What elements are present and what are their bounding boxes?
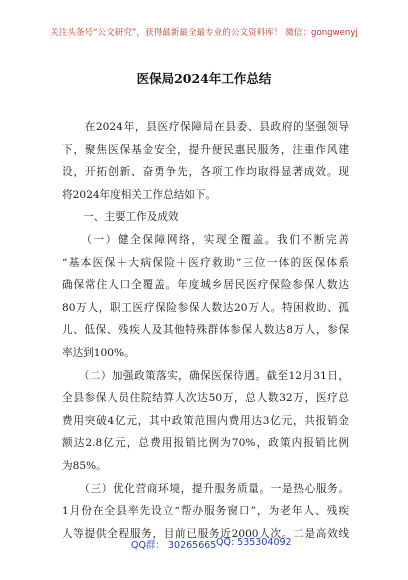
footer-qq-number: QQ: 535304092 [216, 537, 292, 548]
body-line: （一）健全保障网络，实现全覆盖。我们不断完善 [62, 233, 349, 246]
body-line: 为85%。 [62, 459, 107, 472]
body-line: 在2024年，县医疗保障局在县委、县政府的坚强领导 [62, 121, 349, 133]
body-line: 儿、低保、残疾人及其他特殊群体参保人数达8万人，参保 [62, 324, 349, 337]
body-line: 率达到100%。 [62, 346, 135, 359]
footer-qq-group: QQ群： 30265665 [131, 540, 217, 551]
body-line: 80万人，职工医疗保险参保人数达20万人。特困救助、孤 [62, 301, 349, 314]
document-title: 医保局2024年工作总结 [136, 71, 272, 86]
body-line: 人等提供全程服务，目前已服务近2000人次。二是高效线 [62, 527, 349, 540]
body-line: 费用突破4亿元，其中政策范围内费用达3亿元，共报销金 [62, 414, 349, 427]
body-line: 下，聚焦医保基金安全，提升便民惠民服务，注重作风建 [62, 143, 349, 156]
body-line: 1月份在全县率先设立“帮办服务窗口”，为老年人、残疾 [62, 505, 349, 518]
body-line: “基本医保＋大病保险＋医疗救助”三位一体的医保体系 [62, 256, 349, 269]
body-line: 确保常住人口全覆盖。年度城乡居民医疗保险参保人数达 [62, 279, 349, 292]
document-body [62, 116, 349, 545]
body-line: 设，开拓创新、奋勇争先，各项工作均取得显著成效。现 [62, 166, 349, 179]
body-line: 额达2.8亿元，总费用报销比例为70%，政策内报销比例 [62, 437, 349, 450]
header-promo-note: 关注头条号“公文研究”，获得最新最全最专业的公文资料库！ 微信：gongwenyj [50, 28, 358, 38]
body-line: 全县参保人员住院结算人次达50万，总人数32万，医疗总 [62, 392, 349, 405]
body-line: 将2024年度相关工作总结如下。 [62, 188, 217, 201]
body-line: 一、主要工作及成效 [62, 211, 179, 224]
body-line: （三）优化营商环境，提升服务质量。一是热心服务。 [62, 482, 349, 495]
body-line: （二）加强政策落实，确保医保待遇。截至12月31日， [62, 369, 349, 382]
